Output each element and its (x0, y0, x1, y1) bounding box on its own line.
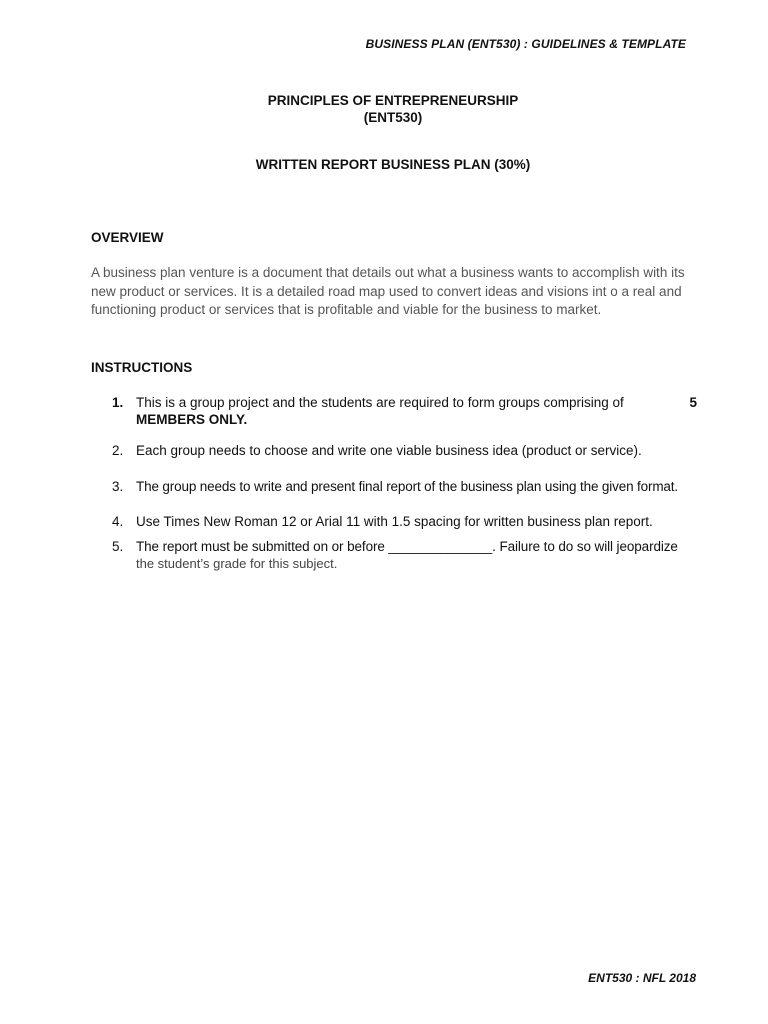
item-line-bold: MEMBERS ONLY. (136, 412, 248, 427)
overview-line: functioning product or services that is profitable and viable for the business to market. (91, 302, 602, 317)
item-line: The report must be submitted on or before ______________. Failure to do so will jeopardize (136, 539, 678, 554)
item-number: 2. (112, 443, 124, 458)
item-text (136, 394, 697, 428)
overview-heading: OVERVIEW (91, 230, 164, 245)
member-count: 5 (689, 395, 697, 410)
item-text: Use Times New Roman 12 or Arial 11 with 1.5 spacing for written business plan report. (136, 514, 653, 529)
item-number: 4. (112, 514, 124, 529)
item-number: 5. (112, 539, 124, 554)
item-line: the student’s grade for this subject. (136, 556, 338, 571)
item-text (136, 538, 697, 572)
course-code: (ENT530) (363, 110, 423, 125)
item-line-text: This is a group project and the students are required to form groups comprising of (136, 395, 624, 410)
item-text: The group needs to write and present final report of the business plan using the given format. (136, 479, 678, 494)
overview-line: new product or services. It is a detailed road map used to convert ideas and visions int o a real and (91, 283, 682, 299)
item-number: 3. (112, 479, 124, 494)
page-header: BUSINESS PLAN (ENT530) : GUIDELINES & TEMPLATE (365, 37, 686, 51)
page-footer: ENT530 : NFL 2018 (588, 971, 696, 985)
document-subtitle: WRITTEN REPORT BUSINESS PLAN (30%) (255, 157, 531, 172)
overview-paragraph (91, 264, 697, 320)
document-title (0, 92, 768, 126)
item-number: 1. (112, 395, 124, 410)
overview-line: A business plan venture is a document that details out what a business wants to accomplish with its (91, 265, 685, 280)
item-text: Each group needs to choose and write one viable business idea (product or service). (136, 443, 642, 458)
item-line (136, 394, 697, 411)
instructions-heading: INSTRUCTIONS (91, 360, 193, 375)
course-title: PRINCIPLES OF ENTREPRENEURSHIP (267, 93, 519, 108)
